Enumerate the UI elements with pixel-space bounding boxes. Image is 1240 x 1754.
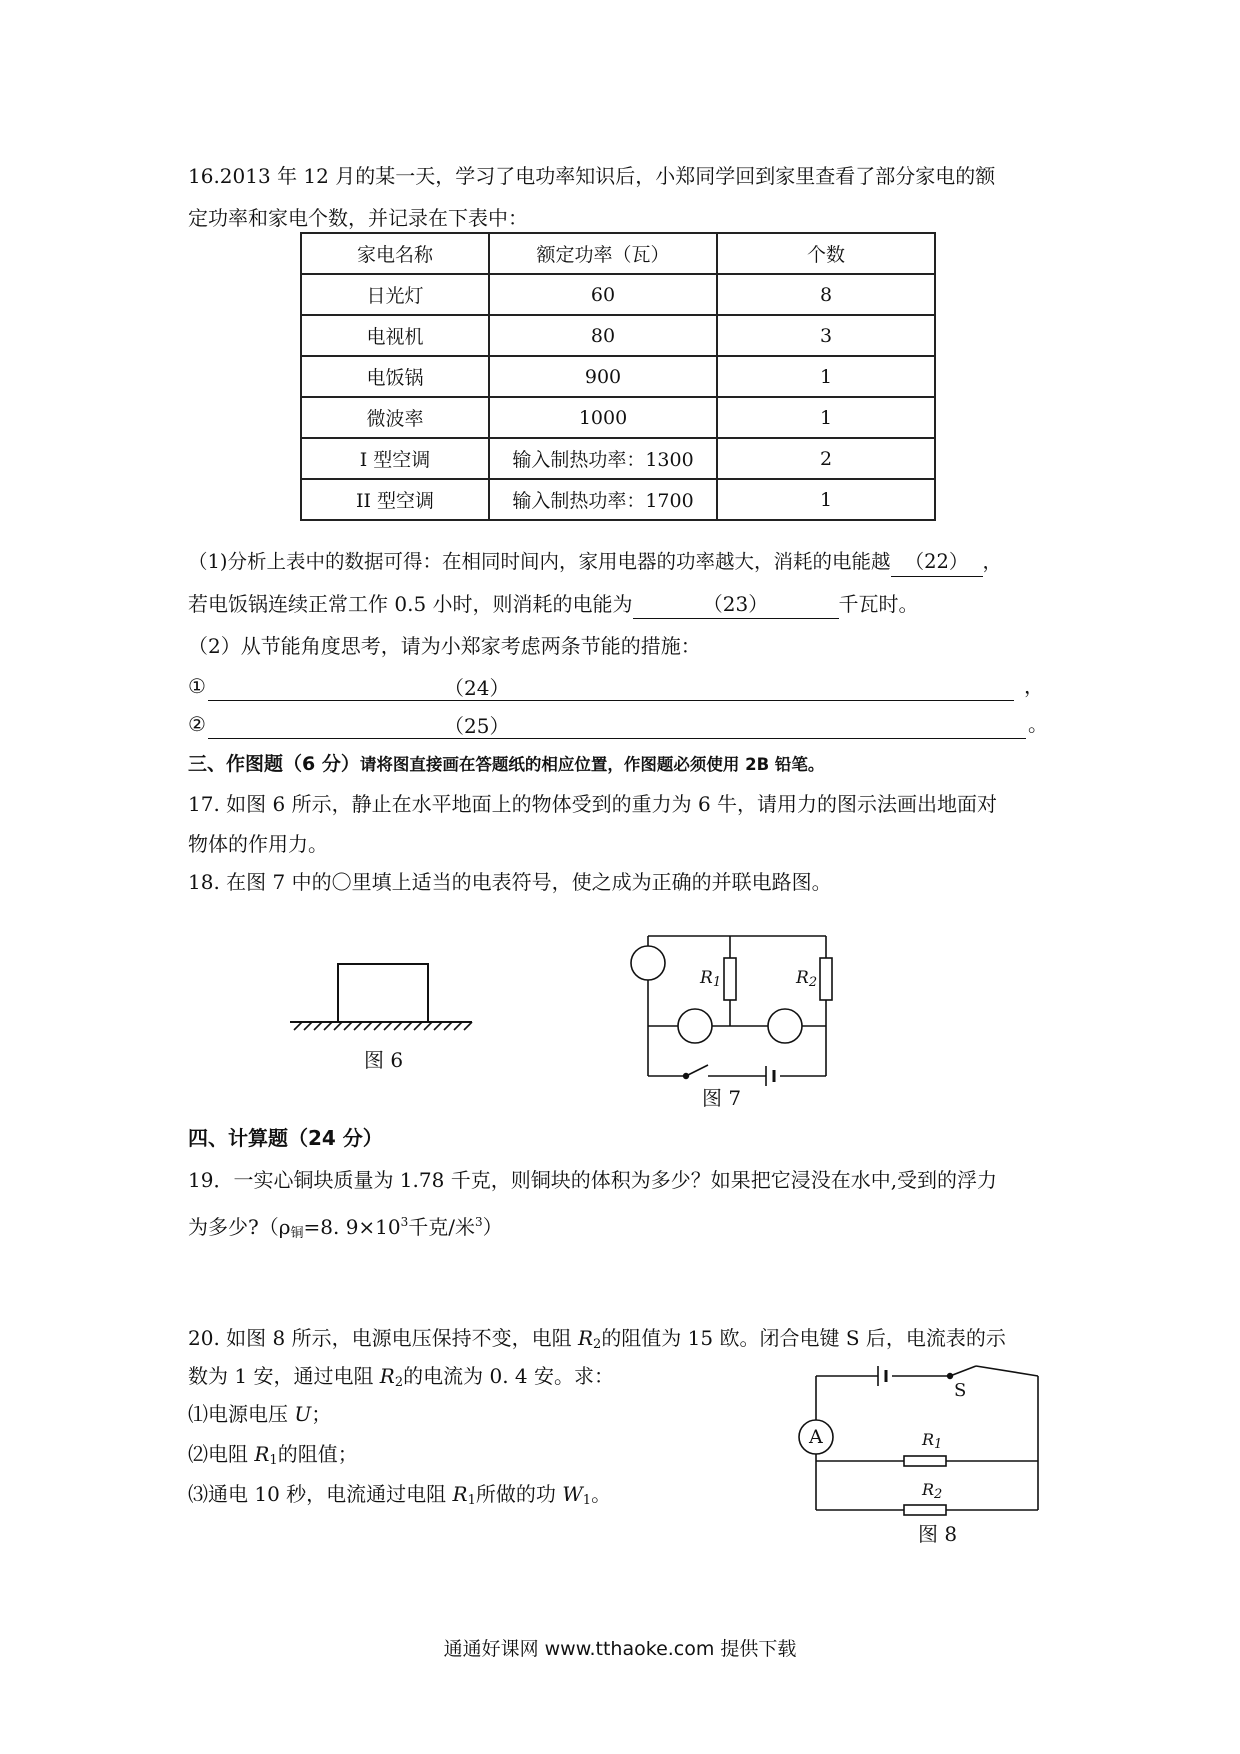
figure-7 [622,932,862,1102]
table-header-cell: 家电名称 [301,233,489,274]
q17-line1: 17. 如图 6 所示，静止在水平地面上的物体受到的重力为 6 牛，请用力的图示法画出地面对 [188,792,998,816]
table-cell: 输入制热功率：1300 [489,438,717,479]
switch-label: S [954,1380,967,1401]
q20-line1 [188,1324,1006,1359]
section3-title: 三、作图题（6 分） [188,753,360,775]
appliance-table [300,232,936,521]
table-cell: 电视机 [301,315,489,356]
q20-subquestion-2 [188,1440,358,1475]
answer-blank-22[interactable]: （22） [891,548,983,577]
q20-s3-r: R [452,1482,468,1506]
table-header-row [301,233,935,274]
table-row [301,438,935,479]
figure-8-r1-subscript: 1 [934,1437,943,1452]
table-cell: I 型空调 [301,438,489,479]
q20-s3-r-subscript: 1 [467,1493,476,1508]
q16-line2: 定功率和家电个数，并记录在下表中： [188,206,528,230]
q20-line1-text-a: 20. 如图 8 所示，电源电压保持不变，电阻 [188,1326,578,1350]
q16-line1: 16.2013 年 12 月的某一天，学习了电功率知识后，小郑同学回到家里查看了部分家电的额 [188,164,996,188]
q20-subquestion-3 [188,1480,611,1515]
q20-s1-u: U [294,1402,312,1426]
meter-circle-left[interactable] [631,946,665,980]
figure-8-r2-letter: R [922,1480,935,1499]
table-cell: 输入制热功率：1700 [489,479,717,520]
table-row [301,274,935,315]
table-cell: 1000 [489,397,717,438]
q20-line1-r: R [577,1326,594,1350]
q20-s1-end: ； [311,1402,332,1426]
table-cell: 80 [489,315,717,356]
table-cell: 900 [489,356,717,397]
q16-part2: （2）从节能角度思考，请为小郑家考虑两条节能的措施： [188,634,701,658]
answer-blank-23[interactable]: （23） [633,590,839,619]
table-row [301,479,935,520]
q18-line1: 18. 在图 7 中的〇里填上适当的电表符号，使之成为正确的并联电路图。 [188,870,832,894]
ammeter-label: A [809,1426,823,1448]
q20-s3-w-subscript: 1 [582,1493,592,1508]
q20-s3-text-b: 所做的功 [475,1482,563,1506]
measure-1-end: ， [1024,674,1044,698]
q20-s2-r: R [254,1442,270,1466]
q20-line1-r-subscript: 2 [593,1337,602,1352]
ground-hatching [294,1022,472,1030]
q16-part1 [188,548,1002,577]
q19-text-b: =8. 9×10 [303,1215,401,1239]
table-cell: 微波率 [301,397,489,438]
resistor-r1 [904,1456,946,1466]
q20-s2-text: ⑵电阻 [188,1442,255,1466]
table-row [301,356,935,397]
answer-blank-24-label: （24） [444,676,510,700]
circuit-wires [648,936,826,1076]
table-cell: 1 [717,397,935,438]
table-cell: 60 [489,274,717,315]
table-row [301,397,935,438]
figure-7-r2-letter: R [796,968,809,988]
q19-line2 [188,1208,503,1248]
page-footer: 通通好课网 www.tthaoke.com 提供下载 [443,1638,797,1660]
measure-2-marker: ② [188,712,206,736]
table-cell: 2 [717,438,935,479]
figure-7-r2-label [796,968,817,990]
table-cell: 1 [717,479,935,520]
block [338,964,428,1022]
table-header-cell: 额定功率（瓦） [489,233,717,274]
answer-blank-25[interactable] [208,710,1026,739]
table-header-cell: 个数 [717,233,935,274]
q16-part1b-text: 若电饭锅连续正常工作 0.5 小时，则消耗的电能为 [188,592,633,616]
measure-2-end: 。 [1028,712,1048,736]
q20-line2 [188,1362,614,1397]
q19-text-d: ） [482,1215,503,1239]
figure-8-r2-subscript: 2 [934,1487,943,1502]
table-cell: 1 [717,356,935,397]
table-cell: 3 [717,315,935,356]
q20-s2-r-subscript: 1 [269,1453,278,1468]
q20-s1-text: ⑴电源电压 [188,1402,295,1426]
table-cell: 日光灯 [301,274,489,315]
q17-line2: 物体的作用力。 [188,832,328,856]
q16-part1-end: ， [982,550,1003,573]
figure-8-r1-letter: R [922,1430,935,1449]
q19-line1: 19．一实心铜块质量为 1.78 千克，则铜块的体积为多少？如果把它浸没在水中,受到的浮力 [188,1168,998,1192]
resistor-r2 [820,958,832,1000]
figure-7-r1-subscript: 1 [712,975,722,990]
figure-8-caption: 图 8 [918,1522,958,1546]
battery [878,1366,886,1386]
q20-line2-text-b: 的电流为 0. 4 安。求： [403,1364,615,1388]
switch [948,1366,976,1378]
switch [684,1065,708,1078]
q16-part1b-end: 千瓦时。 [838,592,919,616]
section3-note: 请将图直接画在答题纸的相应位置，作图题必须使用 2B 铅笔。 [359,755,825,774]
section3-heading [188,750,824,779]
figure-7-r1-label [700,968,721,990]
q20-line2-r: R [379,1364,395,1388]
measure-1-marker: ① [188,674,206,698]
battery [766,1066,774,1086]
q19-rho-subscript: 铜 [290,1226,304,1241]
q20-line1-text-b: 的阻值为 15 欧。闭合电键 S 后，电流表的示 [601,1326,1006,1350]
answer-blank-25-label: （25） [444,714,510,738]
figure-7-r2-subscript: 2 [808,975,818,990]
q19-unit-exponent: 3 [475,1215,483,1229]
section4-heading: 四、计算题（24 分） [188,1126,383,1150]
resistor-r1 [724,958,736,1000]
figure-6-caption: 图 6 [364,1048,404,1072]
table-row [301,315,935,356]
q19-text-c: 千克/米 [408,1215,476,1239]
table-cell: II 型空调 [301,479,489,520]
q20-subquestion-1 [188,1400,331,1428]
answer-blank-24[interactable] [208,672,1014,701]
q16-part1-text: （1)分析上表中的数据可得：在相同时间内，家用电器的功率越大，消耗的电能越 [188,550,891,573]
q20-s2-end: 的阻值； [277,1442,358,1466]
meter-circle-right[interactable] [768,1009,802,1043]
table-cell: 8 [717,274,935,315]
q16-part1b [188,590,919,619]
figure-8-r1-label [922,1430,942,1452]
q20-s3-w: W [562,1482,583,1506]
resistor-r2 [904,1505,946,1515]
q20-line2-r-subscript: 2 [394,1375,404,1390]
figure-7-r1-letter: R [700,968,713,988]
figure-7-caption: 图 7 [702,1086,742,1110]
q20-s3-end: 。 [591,1482,612,1506]
q20-line2-text-a: 数为 1 安，通过电阻 [188,1364,380,1388]
q19-text-a: 为多少?（ρ [188,1215,291,1239]
table-cell: 电饭锅 [301,356,489,397]
q20-s3-text: ⑶通电 10 秒，电流通过电阻 [188,1482,453,1506]
figure-8-r2-label [922,1480,942,1502]
q19-exponent: 3 [400,1215,409,1229]
meter-circle-middle[interactable] [678,1009,712,1043]
